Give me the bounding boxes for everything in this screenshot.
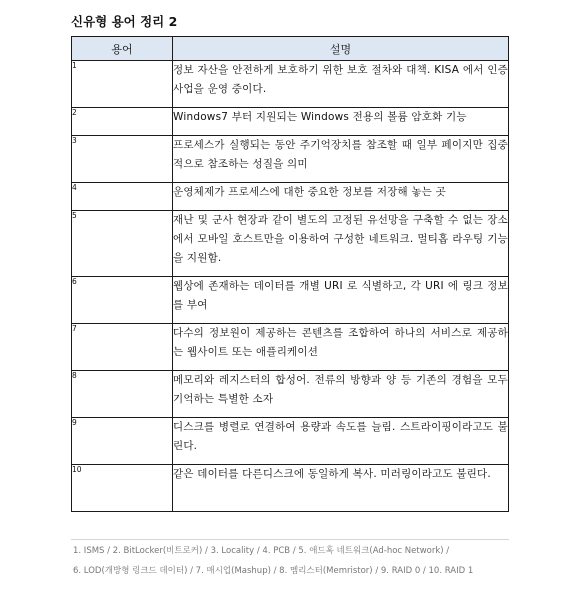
header-description: 설명	[173, 37, 509, 61]
table-row	[72, 108, 509, 136]
header-term: 용어	[72, 37, 173, 61]
term-number: 8	[72, 371, 173, 418]
term-description: 재난 및 군사 현장과 같이 별도의 고정된 유선망을 구축할 수 없는 장소에서 모바일 호스트만을 이용하여 구성한 네트워크. 멀티홉 라우팅 기능을 지원함.	[173, 211, 509, 277]
term-number: 5	[72, 211, 173, 277]
term-number: 10	[72, 465, 173, 512]
table-row	[72, 324, 509, 371]
table-row	[72, 61, 509, 108]
table-row	[72, 277, 509, 324]
table-header-row	[72, 37, 509, 61]
term-description: 같은 데이터를 다른디스크에 동일하게 복사. 미러링이라고도 불린다.	[173, 465, 509, 512]
term-description: 프로세스가 실행되는 동안 주기억장치를 참조할 때 일부 페이지만 집중적으로 참조하는 성질을 의미	[173, 136, 509, 183]
term-number: 4	[72, 183, 173, 211]
term-number: 6	[72, 277, 173, 324]
term-number: 3	[72, 136, 173, 183]
term-description: 메모리와 레지스터의 합성어. 전류의 방향과 양 등 기존의 경험을 모두 기억하는 특별한 소자	[173, 371, 509, 418]
term-number: 7	[72, 324, 173, 371]
page-title: 신유형 용어 정리 2	[71, 14, 178, 29]
term-number: 1	[72, 61, 173, 108]
table-row	[72, 465, 509, 512]
table-row	[72, 418, 509, 465]
term-description: Windows7 부터 지원되는 Windows 전용의 볼륨 암호화 기능	[173, 108, 509, 136]
term-description: 다수의 정보원이 제공하는 콘텐츠를 조합하여 하나의 서비스로 제공하는 웹사이트 또는 애플리케이션	[173, 324, 509, 371]
terms-table	[71, 36, 509, 512]
term-description: 웹상에 존재하는 데이터를 개별 URI 로 식별하고, 각 URI 에 링크 정보를 부여	[173, 277, 509, 324]
term-description: 정보 자산을 안전하게 보호하기 위한 보호 절차와 대책. KISA 에서 인증사업을 운영 중이다.	[173, 61, 509, 108]
term-description: 디스크를 병렬로 연결하여 용량과 속도를 늘림. 스트라이핑이라고도 불린다.	[173, 418, 509, 465]
answer-line: 1. ISMS / 2. BitLocker(비트로커) / 3. Locality / 4. PCB / 5. 애드혹 네트워크(Ad-hoc Network) /	[73, 546, 450, 556]
table-row	[72, 183, 509, 211]
table-row	[72, 371, 509, 418]
answer-line: 6. LOD(개방형 링크드 데이터) / 7. 매시업(Mashup) / 8. 멤리스터(Memristor) / 9. RAID 0 / 10. RAID 1	[73, 566, 474, 576]
term-description: 운영체제가 프로세스에 대한 중요한 정보를 저장해 놓는 곳	[173, 183, 509, 211]
answer-key	[71, 539, 509, 589]
table-row	[72, 136, 509, 183]
term-number: 9	[72, 418, 173, 465]
table-row	[72, 211, 509, 277]
term-number: 2	[72, 108, 173, 136]
